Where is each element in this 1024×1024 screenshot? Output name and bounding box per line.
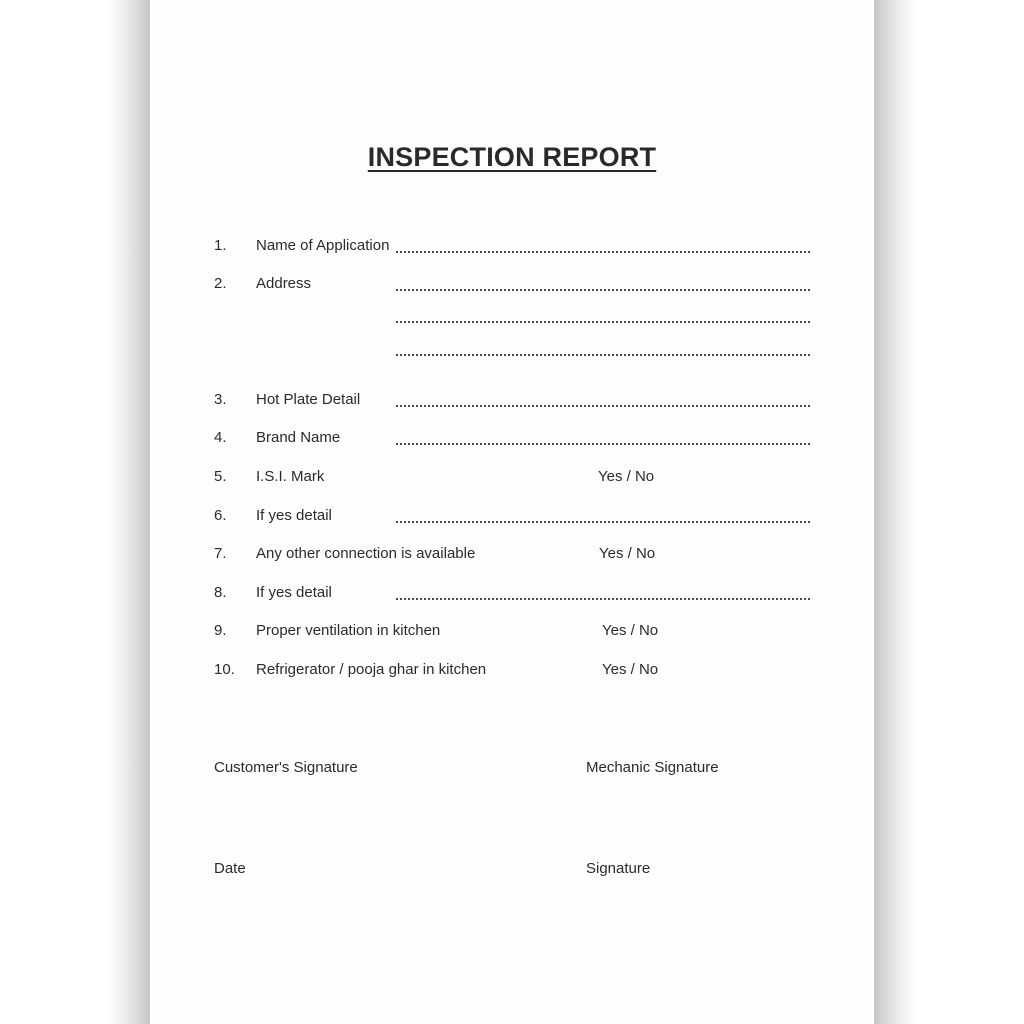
form-row-address-line-2 xyxy=(150,307,874,331)
document-page xyxy=(150,0,874,1024)
item-label: If yes detail xyxy=(256,507,332,524)
form-row-isi-mark xyxy=(150,468,874,492)
item-number: 10. xyxy=(214,661,235,678)
item-number: 8. xyxy=(214,584,227,601)
item-number: 5. xyxy=(214,468,227,485)
mechanic-signature-label: Mechanic Signature xyxy=(586,759,719,776)
fill-in-line[interactable] xyxy=(396,289,810,291)
fill-in-line[interactable] xyxy=(396,354,810,356)
item-label: If yes detail xyxy=(256,584,332,601)
item-label: Any other connection is available xyxy=(256,545,476,562)
page-shadow-left xyxy=(108,0,152,1024)
form-row-address-line-3 xyxy=(150,340,874,364)
yes-no-choice[interactable]: Yes / No xyxy=(599,545,656,562)
item-number: 1. xyxy=(214,237,227,254)
yes-no-choice[interactable]: Yes / No xyxy=(598,468,655,485)
customer-signature-label: Customer's Signature xyxy=(214,759,358,776)
fill-in-line[interactable] xyxy=(396,521,810,523)
form-row-if-yes-detail-2 xyxy=(150,584,874,608)
form-row-brand-name xyxy=(150,429,874,453)
form-row-if-yes-detail xyxy=(150,507,874,531)
page-shadow-right xyxy=(872,0,916,1024)
signature-label: Signature xyxy=(586,860,651,877)
form-row-other-connection xyxy=(150,545,874,569)
fill-in-line[interactable] xyxy=(396,321,810,323)
fill-in-line[interactable] xyxy=(396,405,810,407)
item-number: 3. xyxy=(214,391,227,408)
form-row-name-of-application xyxy=(150,237,874,261)
item-number: 7. xyxy=(214,545,227,562)
fill-in-line[interactable] xyxy=(396,598,810,600)
fill-in-line[interactable] xyxy=(396,251,810,253)
item-number: 6. xyxy=(214,507,227,524)
item-label: Refrigerator / pooja ghar in kitchen xyxy=(256,661,487,678)
item-number: 9. xyxy=(214,622,227,639)
item-label: Address xyxy=(256,275,312,292)
item-label: Name of Application xyxy=(256,237,390,254)
item-number: 4. xyxy=(214,429,227,446)
item-label: Brand Name xyxy=(256,429,341,446)
yes-no-choice[interactable]: Yes / No xyxy=(602,661,659,678)
form-row-hot-plate-detail xyxy=(150,391,874,415)
item-label: Proper ventilation in kitchen xyxy=(256,622,441,639)
form-row-address xyxy=(150,275,874,299)
page-title: INSPECTION REPORT xyxy=(367,142,657,172)
date-label: Date xyxy=(214,860,246,877)
fill-in-line[interactable] xyxy=(396,443,810,445)
item-label: I.S.I. Mark xyxy=(256,468,325,485)
item-label: Hot Plate Detail xyxy=(256,391,361,408)
item-number: 2. xyxy=(214,275,227,292)
form-row-ventilation xyxy=(150,622,874,646)
form-row-refrigerator-pooja-ghar xyxy=(150,661,874,685)
yes-no-choice[interactable]: Yes / No xyxy=(602,622,659,639)
